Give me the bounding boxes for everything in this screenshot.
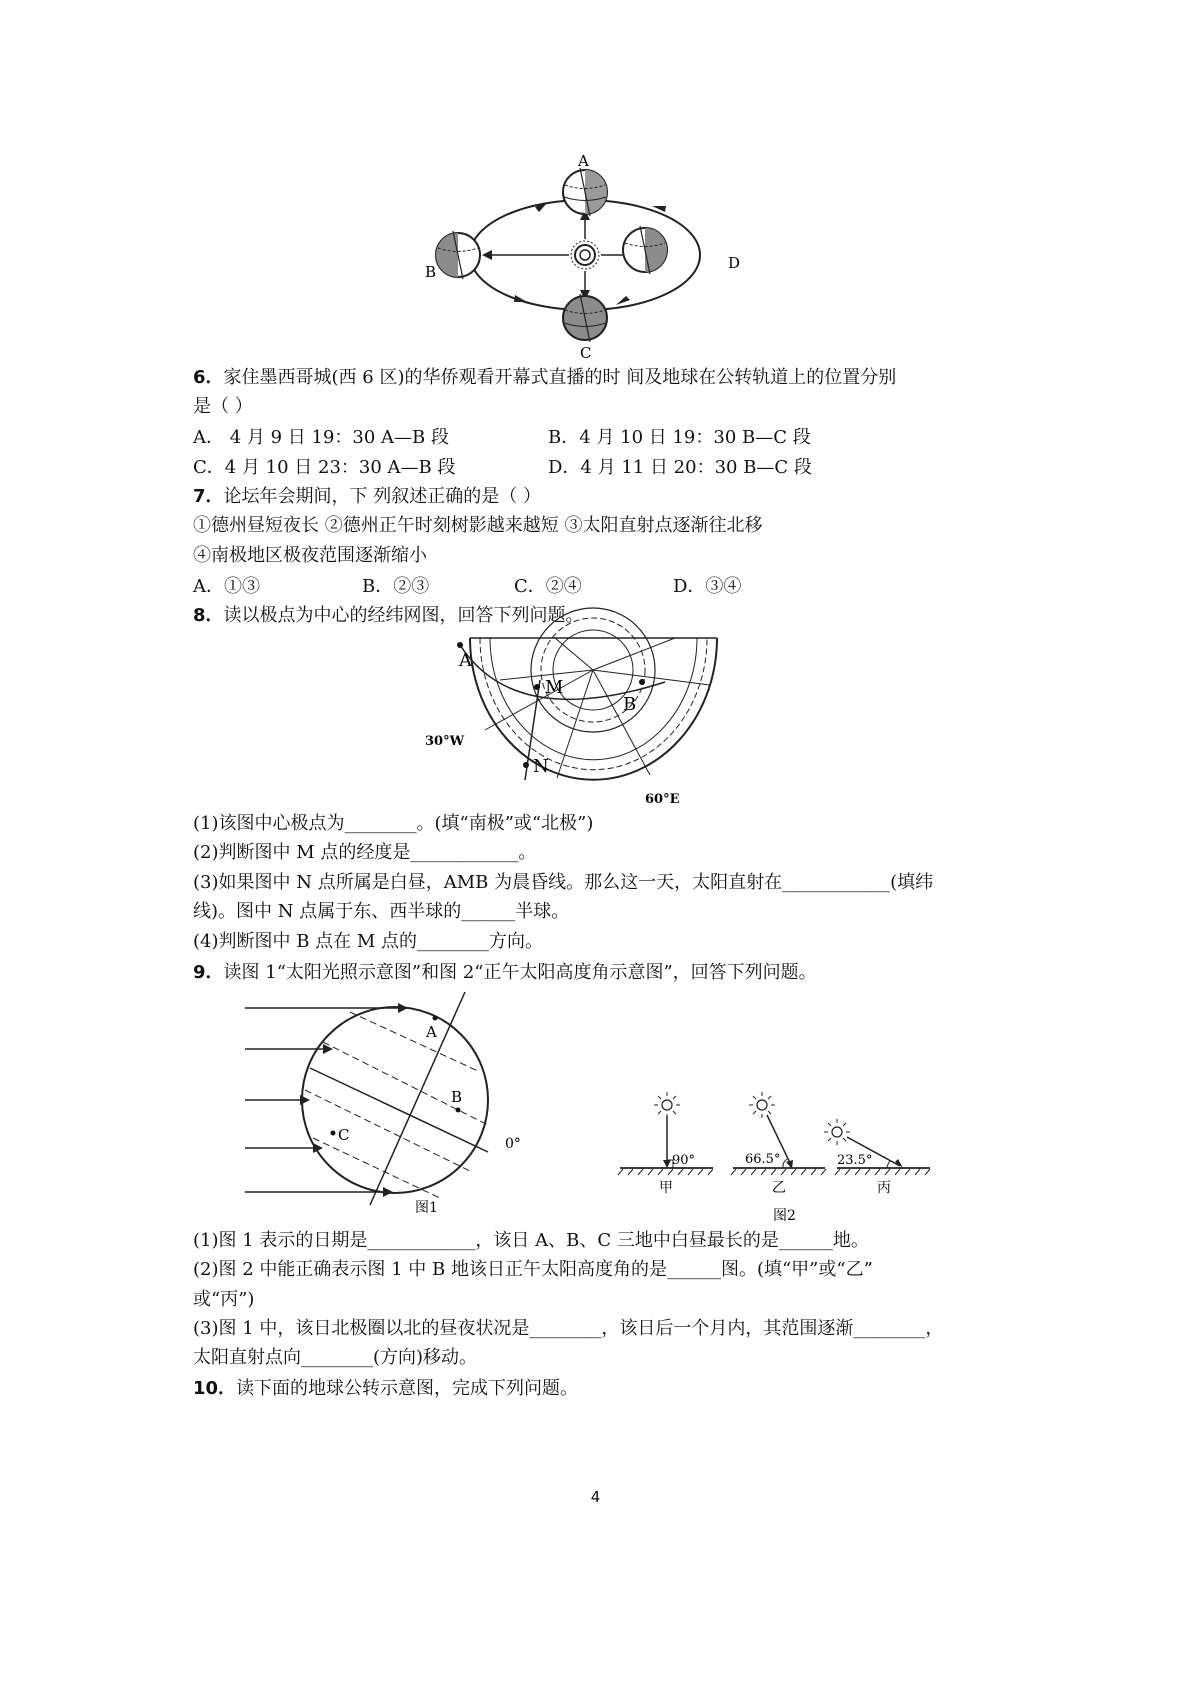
fig1-label-equator: 0° [505, 1136, 521, 1152]
polar-label-b: B [623, 694, 637, 715]
sun-icon [749, 1092, 775, 1118]
page-number: 4 [590, 1488, 601, 1506]
q8-sub2: (2)判断图中 M 点的经度是____________。 [193, 842, 537, 863]
q7-option-b: B．②③ [362, 576, 430, 597]
orbit-label-b: B [425, 263, 437, 281]
fig2-angle-90: 90° [672, 1153, 696, 1168]
earth-position-a [563, 168, 607, 216]
earth-position-b [436, 231, 480, 279]
longitude-label-60e: 60°E [645, 792, 680, 807]
q7-statements-line2: ④南极地区极夜范围逐渐缩小 [193, 545, 427, 566]
polar-label-m: M [545, 677, 564, 698]
q7-statements-line1: ①德州昼短夜长 ②德州正午时刻树影越来越短 ③太阳直射点逐渐往北移 [193, 515, 763, 536]
orbit-label-c: C [580, 344, 592, 362]
q7-stem [193, 485, 541, 509]
fig2-angle-66: 66.5° [745, 1152, 781, 1167]
polar-label-a: A [459, 650, 472, 671]
q6-option-b: B．4 月 10 日 19：30 B—C 段 [548, 427, 811, 448]
q7-number: 7． [193, 486, 224, 507]
q8-number: 8． [193, 605, 224, 626]
fig2-ground-jia: 甲 [659, 1180, 673, 1196]
sunlight-diagram-fig1 [240, 990, 530, 1220]
fig2-angle-23: 23.5° [837, 1153, 873, 1168]
polar-label-n: N [533, 756, 549, 777]
q9-sub3-line1: (3)图 1 中，该日北极圈以北的昼夜状况是________，该日后一个月内，其范围逐渐________， [193, 1318, 944, 1339]
fig2-caption: 图2 [773, 1208, 796, 1224]
orbit-label-d: D [728, 254, 741, 272]
q10-number: 10． [193, 1378, 237, 1399]
fig1-label-a: A [426, 1023, 437, 1041]
longitude-label-30w: 30°W [425, 734, 465, 749]
fig2-ground-yi: 乙 [772, 1180, 786, 1196]
q7-option-a: A．①③ [193, 576, 260, 597]
fig1-label-b: B [451, 1088, 463, 1106]
q8-sub4: (4)判断图中 B 点在 M 点的________方向。 [193, 931, 544, 952]
sun-icon [824, 1119, 850, 1145]
q9-sub2-line1: (2)图 2 中能正确表示图 1 中 B 地该日正午太阳高度角的是______图。(填“甲”或“乙” [193, 1259, 873, 1280]
earth-position-d [623, 226, 667, 274]
q8-stem-text: 读以极点为中心的经纬网图，回答下列问题。 [223, 605, 584, 626]
sun-icon [654, 1092, 680, 1118]
q9-stem-text: 读图 1“太阳光照示意图”和图 2“正午太阳高度角示意图”，回答下列问题。 [223, 962, 817, 983]
q6-option-c: C．4 月 10 日 23：30 A—B 段 [193, 457, 456, 478]
q9-stem [193, 961, 817, 985]
q8-sub3-line1: (3)如果图中 N 点所属是白昼，AMB 为晨昏线。那么这一天，太阳直射在____________(填纬 [193, 872, 934, 893]
q6-stem-line2: 是（ ） [193, 396, 253, 417]
fig1-caption: 图1 [415, 1200, 438, 1216]
q6-option-a: A． 4 月 9 日 19：30 A—B 段 [193, 427, 449, 448]
q8-sub3-line2: 线)。图中 N 点属于东、西半球的______半球。 [193, 901, 570, 922]
noon-sun-angle-fig2 [615, 1090, 945, 1225]
q6-number: 6． [193, 367, 224, 388]
q9-sub1: (1)图 1 表示的日期是____________，该日 A、B、C 三地中白昼最长的是______地。 [193, 1230, 869, 1251]
q10-stem-text: 读下面的地球公转示意图，完成下列问题。 [236, 1378, 579, 1399]
q7-stem-text: 论坛年会期间，下 列叙述正确的是（ ） [223, 486, 541, 507]
orbit-diagram [425, 150, 750, 362]
q10-stem [193, 1377, 578, 1401]
q9-number: 9． [193, 962, 224, 983]
q8-sub1: (1)该图中心极点为________。(填“南极”或“北极”) [193, 813, 594, 834]
q6-stem-line1 [193, 366, 896, 390]
fig2-ground-bing: 丙 [877, 1180, 891, 1196]
q6-stem-text: 家住墨西哥城(西 6 区)的华侨观看开幕式直播的时 间及地球在公转轨道上的位置分别 [223, 367, 897, 388]
q8-stem [193, 604, 584, 628]
q6-option-d: D．4 月 11 日 20：30 B—C 段 [548, 457, 812, 478]
q7-option-d: D．③④ [673, 576, 742, 597]
orbit-label-a: A [578, 152, 589, 170]
q7-option-c: C．②④ [514, 576, 582, 597]
q9-sub3-line2: 太阳直射点向________(方向)移动。 [193, 1347, 478, 1368]
fig1-label-c: C [338, 1126, 350, 1144]
sun-icon [571, 241, 599, 269]
earth-position-c [563, 294, 607, 342]
q9-sub2-line2: 或“丙”) [193, 1289, 255, 1310]
polar-graticule-diagram [425, 630, 745, 810]
